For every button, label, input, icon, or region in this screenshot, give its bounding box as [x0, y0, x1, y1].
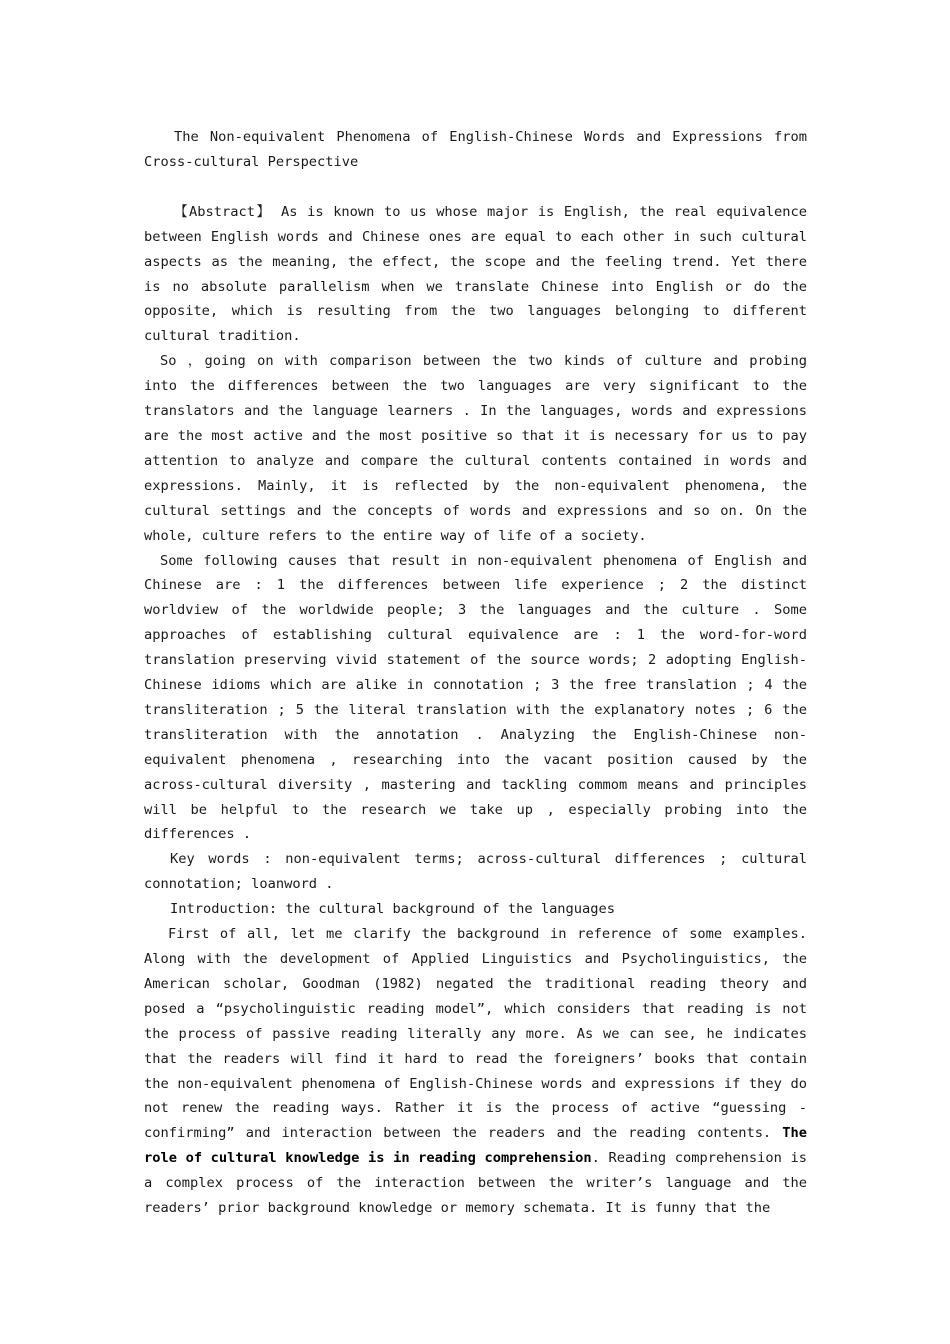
- abstract-label: 【Abstract】: [174, 203, 272, 220]
- intro-text-before: First of all, let me clarify the background in reference of some examples. Along with the development of Applied Linguistics and Psycholinguistics, the American scholar, Goodman (1982) negated the traditional reading theory and posed a “psycholinguistic reading model”, which considers that reading is not the process of passive reading literally any more. As we can see, he indicates that the readers will find it hard to read the foreigners’ books that contain the non-equivalent phenomena of English-Chinese words and expressions if they do not renew the reading ways. Rather it is the process of active “guessing - confirming” and interaction between the readers and the reading contents.: [144, 926, 807, 1142]
- keywords: Key words : non-equivalent terms; across-cultural differences ; cultural connotation; loanword .: [144, 851, 807, 893]
- introduction-heading: Introduction: the cultural background of the languages: [170, 901, 615, 918]
- intro-text-after: . Reading comprehension is a complex process of the interaction between the writer’s language and the readers’ prior background knowledge or memory schemata. It is funny that the: [144, 1150, 807, 1217]
- abstract-paragraph-1: [144, 200, 807, 349]
- document-title: The Non-equivalent Phenomena of English-Chinese Words and Expressions from Cross-cultural Perspective: [144, 129, 807, 170]
- introduction-paragraph-1: [144, 922, 807, 1221]
- abstract-paragraph-3: Some following causes that result in non-equivalent phenomena of English and Chinese are : 1 the differences between life experience ; 2 the distinct worldview of the worldwide people; 3 the languages and the culture . Some approaches of establishing cultural equivalence are : 1 the word-for-word translation preserving vivid statement of the source words; 2 adopting English-Chinese idioms which are alike in connotation ; 3 the free translation ; 4 the transliteration ; 5 the literal translation with the explanatory notes ; 6 the transliteration with the annotation . Analyzing the English-Chinese non-equivalent phenomena , researching into the vacant position caused by the across-cultural diversity , mastering and tackling commom means and principles will be helpful to the research we take up , especially probing into the differences .: [144, 552, 807, 843]
- document-page: [144, 125, 807, 1221]
- abstract-text-1: As is known to us whose major is English, the real equivalence between English words and Chinese ones are equal to each other in such cultural aspects as the meaning, the effect, the scope and the feeling trend. Yet there is no absolute parallelism when we translate Chinese into English or do the opposite, which is resulting from the two languages belonging to different cultural tradition.: [144, 203, 807, 345]
- intro-bold-sentence: The role of cultural knowledge is in reading comprehension: [144, 1125, 807, 1167]
- abstract-paragraph-2: So ，going on with comparison between the two kinds of culture and probing into the differences between the two languages are very significant to the translators and the language learners . In the languages, words and expressions are the most active and the most positive so that it is necessary for us to pay attention to analyze and compare the cultural contents contained in words and expressions. Mainly, it is reflected by the non-equivalent phenomena, the cultural settings and the concepts of words and expressions and so on. On the whole, culture refers to the entire way of life of a society.: [144, 353, 807, 544]
